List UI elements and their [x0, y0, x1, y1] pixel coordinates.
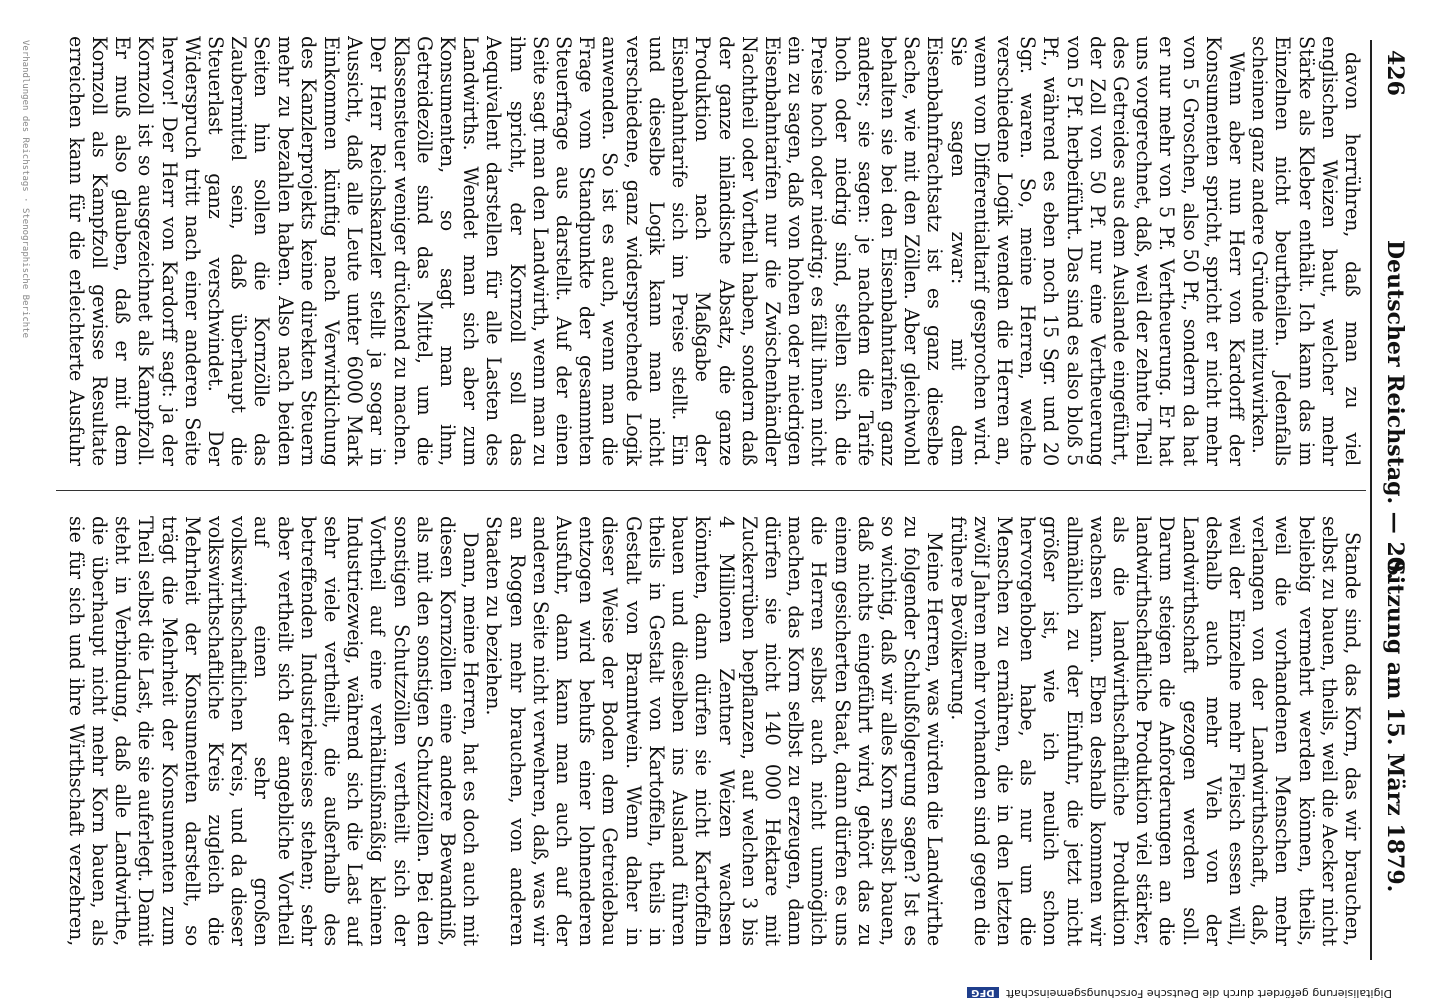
scan-footer: Verhandlungen des Reichstags · Stenographische Berichte	[20, 40, 30, 339]
paragraph: Meine Herren, was würden die Landwirthe zu folgender Schlußfolgerung sagen? Ist es so wichtig, daß wir alles Korn selbst bauen, daß nichts eingeführt wird, gehört das zu einem gesicherten Staat, dann dürfen es uns die Herren selbst auch nicht unmöglich machen, das Korn selbst zu erzeugen, dann dürfen sie nicht 140 000 Hektare mit Zuckerrüben bepflanzen, auf welchen 3 bis 4 Millionen Zentner Weizen wachsen könnten, dann dürfen sie nicht Kartoffeln bauen und dieselben ins Ausland führen theils in Gestalt von Kartoffeln, theils in Gestalt von Branntwein. Wenn daher in dieser Weise der Boden dem Getreidebau entzogen wird behufs einer lohnenderen Ausfuhr, dann kann man auch auf der anderen Seite nicht verwehren, daß, was wir an Roggen mehr brauchen, von anderen Staaten zu beziehen.	[482, 516, 947, 946]
header-left-title: Deutscher Reichstag. — 20.	[1382, 240, 1408, 580]
paragraph: Stande sind, das Korn, das wir brauchen, selbst zu bauen, theils, weil die Aecker nicht beliebig vermehrt werden können, theils, weil die vorhandenen Menschen mehr verlangen von der Landwirthschaft, daß, weil der Einzelne mehr Fleisch essen will, deshalb auch mehr Vieh von der Landwirthschaft gezogen werden soll. Darum steigen die Anforderungen an die landwirthschaftliche Produktion viel stärker, als die landwirthschaftliche Produktion wachsen kann. Eben deshalb kommen wir allmählich zu der Einfuhr, die jetzt nicht größer ist, wie ich neulich schon hervorgehoben habe, als nur um die Menschen zu ernähren, die in den letzten zwölf Jahren mehr vorhanden sind gegen die frühere Bevölkerung.	[946, 516, 1364, 946]
right-column	[64, 516, 1364, 946]
paragraph: Dann, meine Herren, hat es doch auch mit diesen Kornzöllen eine andere Bewandniß, als mit den sonstigen Schutzzöllen. Bei den sonstigen Schutzzöllen vertheilt sich der Vortheil auf eine verhältnißmäßig kleinen Industriezweig, während sich die Last auf sehr viele vertheilt, die außerhalb des betreffenden Industriekreises stehen; sehr aber vertheilt sich der angebliche Vortheil auf einen sehr großen volkswirthschaftlichen Kreis, und da dieser volkswirthschaftliche Kreis zugleich die Mehrheit der Konsumenten darstellt, so trägt die Mehrheit der Konsumenten zum Theil selbst die Last, die sie auferlegt. Damit steht in Verbindung, daß alle Landwirthe, die überhaupt nicht mehr Korn bauen, als sie für sich und ihre Wirthschaft verzehren,	[64, 516, 483, 946]
header-right-title: Sitzung am 15. März 1879.	[1382, 560, 1408, 893]
paragraph: davon herrühren, daß man zu viel englischen Weizen baut, welcher mehr Stärke als Kleber enthält. Ich kann das im Einzelnen nicht beurtheilen. Jedenfalls scheinen ganz andere Gründe mitzuwirken.	[1248, 36, 1364, 466]
digitization-credit	[42, 980, 1392, 1000]
dfg-logo: DFG	[967, 987, 998, 998]
column-divider	[56, 490, 1366, 491]
left-column	[64, 36, 1364, 466]
page-number: 426	[1382, 50, 1408, 96]
credit-text: Digitalisierung gefördert durch die Deutsche Forschungsgemeinschaft	[1006, 987, 1392, 1000]
page-header	[1374, 40, 1414, 960]
header-rule	[1370, 40, 1372, 960]
paragraph: Wenn aber nun Herr von Kardorff der Konsumenten spricht, spricht er nicht mehr von 5 Groschen, also 50 Pf., sondern da hat er nur mehr von 5 Pf. Vertheuerung. Er hat uns vorgerechnet, daß, weil der zehnte Theil des Getreides aus dem Auslande eingeführt, der Zoll von 50 Pf. nur eine Vertheuerung von 5 Pf. herbeiführt. Das sind es also bloß 5 Pf., während es eben noch 15 Sgr. und 20 Sgr. waren. So, meine Herren, welche verschiedene Logik wenden die Herren an, wenn vom Differentialtarif gesprochen wird. Sie sagen zwar: mit dem Eisenbahnfrachtsatz ist es ganz dieselbe Sache, wie mit den Zöllen. Aber gleichwohl behalten sie bei den Eisenbahntarifen ganz anders; sie sagen: je nachdem die Tarife hoch oder niedrig sind, stellen sich die Preise hoch oder niedrig; es fällt ihnen nicht ein zu sagen, daß von hohen oder niedrigen Eisenbahntarifen nur die Zwischenhändler Nachtheil oder Vortheil haben, sondern daß der ganze inländische Absatz, die ganze Produktion nach Maßgabe der Eisenbahntarife sich im Preise stellt. Ein und dieselbe Logik kann man nicht verschiedene, ganz widersprechende Logik anwenden. So ist es auch, wenn man die Frage vom Standpunkte der gesammten Steuerfrage aus darstellt. Auf der einen Seite sagt man den Landwirth, wenn man zu ihm spricht, der Kornzoll soll das Aequivalent darstellen für alle Lasten des Landwirths. Wendet man sich aber zum Konsumenten, so sagt man ihm, Getreidezölle sind das Mittel, um die Klassensteuer weniger drückend zu machen. Der Herr Reichskanzler stellt ja sogar in Aussicht, daß alle Leute unter 6000 Mark Einkommen künftig nach Verwirklichung des Kanzlerprojekts keine direkten Steuern mehr zu bezahlen haben. Also nach beiden Seiten hin sollen die Kornzölle das Zaubermittel sein, daß überhaupt die Steuerlast ganz verschwindet. Der Widerspruch tritt nach einer anderen Seite hervor! Der Herr von Kardorff sagt: ja der Kornzoll ist so ausgezeichnet als Kampfzoll. Er muß also glauben, daß er mit dem Kornzoll als Kampfzoll gewisse Resultate erreichen kann für die erleichterte Ausfuhr	[64, 36, 1248, 466]
